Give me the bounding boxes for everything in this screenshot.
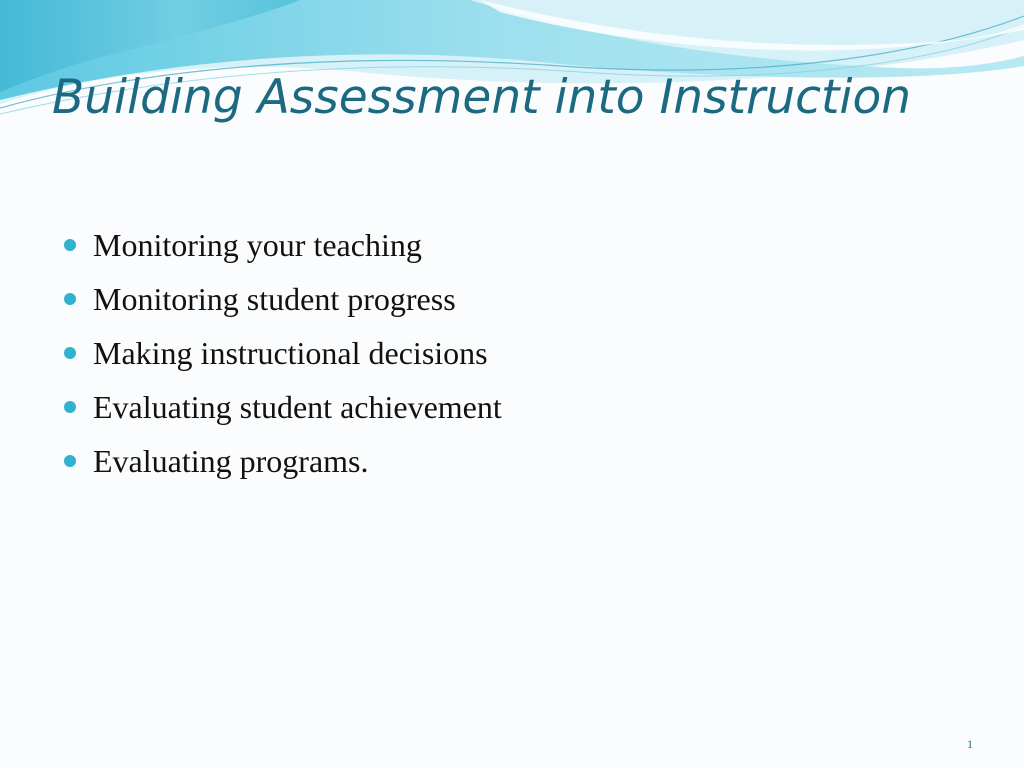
bullet-text: Monitoring your teaching [93, 227, 422, 263]
bullet-dot-icon [64, 401, 76, 413]
bullet-dot-icon [64, 455, 76, 467]
bullet-text: Making instructional decisions [93, 335, 488, 371]
bullet-list [62, 218, 962, 488]
bullet-text: Evaluating programs. [93, 443, 369, 479]
bullet-item [62, 434, 962, 488]
page-number: 1 [967, 737, 973, 751]
bullet-dot-icon [64, 293, 76, 305]
bullet-dot-icon [64, 239, 76, 251]
bullet-item [62, 218, 962, 272]
bullet-text: Monitoring student progress [93, 281, 456, 317]
slide-title: Building Assessment into Instruction [52, 70, 911, 125]
bullet-item [62, 326, 962, 380]
bullet-item [62, 272, 962, 326]
bullet-item [62, 380, 962, 434]
bullet-dot-icon [64, 347, 76, 359]
bullet-text: Evaluating student achievement [93, 389, 502, 425]
